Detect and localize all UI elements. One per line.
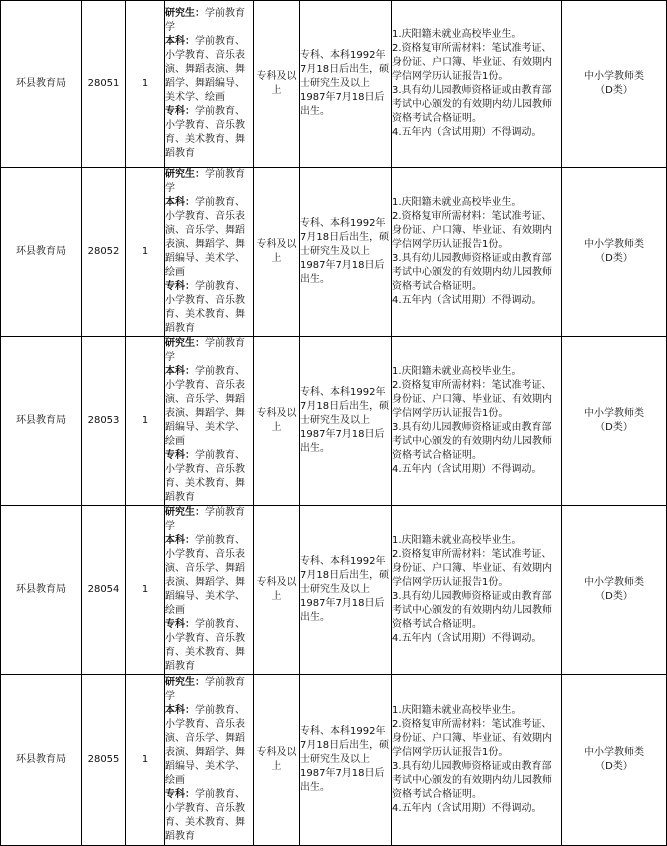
exam-category-cell — [562, 168, 667, 337]
age-requirement-cell: 专科、本科1992年7月18日后出生，硕士研究生及以上1987年7月18日后出生。 — [300, 1, 392, 168]
major-college — [165, 788, 253, 844]
major-undergraduate-value: 学前教育、小学教育、音乐表演、音乐学、舞蹈表演、舞蹈学、舞蹈编导、美术学、绘画 — [165, 535, 245, 616]
requirement-item: 3.具有幼儿园教师资格证或由教育部考试中心颁发的有效期内幼儿园教师资格考试合格证明。 — [392, 422, 552, 461]
major-college-label: 专科： — [165, 281, 195, 292]
recruit-count-cell: 1 — [126, 1, 165, 168]
major-college-value: 学前教育、小学教育、音乐教育、美术教育、舞蹈教育 — [165, 619, 245, 672]
major-undergraduate-label: 本科： — [165, 197, 195, 208]
recruit-count-cell: 1 — [126, 506, 165, 675]
major-graduate — [165, 676, 253, 704]
exam-category-code: （D类） — [595, 761, 633, 772]
major-cell — [165, 337, 254, 506]
major-college-label: 专科： — [165, 619, 195, 630]
major-graduate-label: 研究生： — [165, 8, 205, 19]
major-college-label: 专科： — [165, 789, 195, 800]
other-requirements-cell — [392, 168, 562, 337]
major-undergraduate-value: 学前教育、小学教育、音乐表演、音乐学、舞蹈表演、舞蹈学、舞蹈编导、美术学、绘画 — [165, 197, 245, 278]
exam-category-cell — [562, 675, 667, 846]
education-cell: 专科及以上 — [254, 506, 300, 675]
other-requirements-cell — [392, 337, 562, 506]
major-undergraduate — [165, 534, 253, 618]
requirement-item: 3.具有幼儿园教师资格证或由教育部考试中心颁发的有效期内幼儿园教师资格考试合格证明。 — [392, 591, 552, 630]
major-graduate-label: 研究生： — [165, 677, 205, 688]
age-requirement-cell: 专科、本科1992年7月18日后出生，硕士研究生及以上1987年7月18日后出生。 — [300, 675, 392, 846]
exam-category-cell — [562, 1, 667, 168]
table-row — [1, 337, 667, 506]
position-code-cell: 28051 — [82, 1, 126, 168]
table-row — [1, 1, 667, 168]
department-cell: 环县教育局 — [1, 337, 82, 506]
requirement-item: 2.资格复审所需材料：笔试准考证、身份证、户口簿、毕业证、有效期内学信网学历认证报告1份。 — [392, 549, 552, 588]
exam-category-code: （D类） — [595, 591, 633, 602]
requirement-item: 2.资格复审所需材料：笔试准考证、身份证、户口簿、毕业证、有效期内学信网学历认证报告1份。 — [392, 211, 552, 250]
other-requirements-cell — [392, 675, 562, 846]
major-graduate-label: 研究生： — [165, 507, 205, 518]
requirement-item: 4.五年内（含试用期）不得调动。 — [392, 127, 542, 138]
major-cell — [165, 1, 254, 168]
major-undergraduate-label: 本科： — [165, 535, 195, 546]
major-college-value: 学前教育、小学教育、音乐教育、美术教育、舞蹈教育 — [165, 106, 245, 159]
exam-category-name: 中小学教师类 — [584, 408, 644, 419]
requirement-item: 4.五年内（含试用期）不得调动。 — [392, 295, 542, 306]
requirement-item: 1.庆阳籍未就业高校毕业生。 — [392, 29, 522, 40]
major-undergraduate-value: 学前教育、小学教育、音乐表演、音乐学、舞蹈表演、舞蹈学、舞蹈编导、美术学、绘画 — [165, 366, 245, 447]
table-body — [1, 1, 667, 846]
other-requirements-cell — [392, 506, 562, 675]
major-graduate-value: 学前教育学 — [165, 507, 245, 532]
position-code-cell: 28052 — [82, 168, 126, 337]
requirement-item: 2.资格复审所需材料：笔试准考证、身份证、户口簿、毕业证、有效期内学信网学历认证报告1份。 — [392, 719, 552, 758]
exam-category-cell — [562, 337, 667, 506]
exam-category-name: 中小学教师类 — [584, 577, 644, 588]
major-cell — [165, 675, 254, 846]
requirement-item: 1.庆阳籍未就业高校毕业生。 — [392, 197, 522, 208]
major-graduate-label: 研究生： — [165, 338, 205, 349]
major-undergraduate — [165, 365, 253, 449]
exam-category-code: （D类） — [595, 253, 633, 264]
major-undergraduate-value: 学前教育、小学教育、音乐表演、舞蹈表演、舞蹈学、舞蹈编导、美术学、绘画 — [165, 36, 245, 103]
exam-category-code: （D类） — [595, 422, 633, 433]
requirement-item: 2.资格复审所需材料：笔试准考证、身份证、户口簿、毕业证、有效期内学信网学历认证报告1份。 — [392, 43, 552, 82]
recruit-count-cell: 1 — [126, 675, 165, 846]
major-college-value: 学前教育、小学教育、音乐教育、美术教育、舞蹈教育 — [165, 789, 245, 842]
major-undergraduate-label: 本科： — [165, 366, 195, 377]
major-undergraduate-value: 学前教育、小学教育、音乐表演、音乐学、舞蹈表演、舞蹈学、舞蹈编导、美术学、绘画 — [165, 705, 245, 786]
major-graduate-value: 学前教育学 — [165, 8, 245, 33]
table-row — [1, 168, 667, 337]
major-graduate — [165, 337, 253, 365]
major-undergraduate — [165, 196, 253, 280]
major-college-label: 专科： — [165, 450, 195, 461]
major-graduate-value: 学前教育学 — [165, 677, 245, 702]
recruit-count-cell: 1 — [126, 168, 165, 337]
major-graduate-value: 学前教育学 — [165, 338, 245, 363]
major-college — [165, 105, 253, 161]
requirement-item: 3.具有幼儿园教师资格证或由教育部考试中心颁发的有效期内幼儿园教师资格考试合格证明。 — [392, 253, 552, 292]
position-code-cell: 28054 — [82, 506, 126, 675]
major-undergraduate-label: 本科： — [165, 705, 195, 716]
major-cell — [165, 506, 254, 675]
major-college — [165, 618, 253, 674]
table-row — [1, 675, 667, 846]
exam-category-name: 中小学教师类 — [584, 239, 644, 250]
major-undergraduate-label: 本科： — [165, 36, 195, 47]
major-graduate — [165, 168, 253, 196]
major-graduate-label: 研究生： — [165, 169, 205, 180]
department-cell: 环县教育局 — [1, 1, 82, 168]
major-college-label: 专科： — [165, 106, 195, 117]
age-requirement-cell: 专科、本科1992年7月18日后出生，硕士研究生及以上1987年7月18日后出生。 — [300, 337, 392, 506]
requirement-item: 1.庆阳籍未就业高校毕业生。 — [392, 705, 522, 716]
age-requirement-cell: 专科、本科1992年7月18日后出生，硕士研究生及以上1987年7月18日后出生。 — [300, 168, 392, 337]
exam-category-name: 中小学教师类 — [584, 747, 644, 758]
exam-category-code: （D类） — [595, 85, 633, 96]
major-cell — [165, 168, 254, 337]
exam-category-cell — [562, 506, 667, 675]
education-cell: 专科及以上 — [254, 168, 300, 337]
education-cell: 专科及以上 — [254, 675, 300, 846]
table-row — [1, 506, 667, 675]
requirement-item: 1.庆阳籍未就业高校毕业生。 — [392, 535, 522, 546]
requirement-item: 4.五年内（含试用期）不得调动。 — [392, 464, 542, 475]
age-requirement-cell: 专科、本科1992年7月18日后出生，硕士研究生及以上1987年7月18日后出生。 — [300, 506, 392, 675]
department-cell: 环县教育局 — [1, 675, 82, 846]
requirement-item: 4.五年内（含试用期）不得调动。 — [392, 803, 542, 814]
recruit-count-cell: 1 — [126, 337, 165, 506]
major-graduate — [165, 7, 253, 35]
education-cell: 专科及以上 — [254, 1, 300, 168]
department-cell: 环县教育局 — [1, 168, 82, 337]
department-cell: 环县教育局 — [1, 506, 82, 675]
major-undergraduate — [165, 35, 253, 105]
major-college — [165, 449, 253, 505]
requirement-item: 2.资格复审所需材料：笔试准考证、身份证、户口簿、毕业证、有效期内学信网学历认证报告1份。 — [392, 380, 552, 419]
major-graduate-value: 学前教育学 — [165, 169, 245, 194]
major-graduate — [165, 506, 253, 534]
major-college — [165, 280, 253, 336]
major-undergraduate — [165, 704, 253, 788]
position-code-cell: 28053 — [82, 337, 126, 506]
position-code-cell: 28055 — [82, 675, 126, 846]
requirement-item: 3.具有幼儿园教师资格证或由教育部考试中心颁发的有效期内幼儿园教师资格考试合格证明。 — [392, 85, 552, 124]
exam-category-name: 中小学教师类 — [584, 71, 644, 82]
major-college-value: 学前教育、小学教育、音乐教育、美术教育、舞蹈教育 — [165, 450, 245, 503]
education-cell: 专科及以上 — [254, 337, 300, 506]
requirement-item: 3.具有幼儿园教师资格证或由教育部考试中心颁发的有效期内幼儿园教师资格考试合格证明。 — [392, 761, 552, 800]
requirement-item: 1.庆阳籍未就业高校毕业生。 — [392, 366, 522, 377]
requirement-item: 4.五年内（含试用期）不得调动。 — [392, 633, 542, 644]
major-college-value: 学前教育、小学教育、音乐教育、美术教育、舞蹈教育 — [165, 281, 245, 334]
other-requirements-cell — [392, 1, 562, 168]
